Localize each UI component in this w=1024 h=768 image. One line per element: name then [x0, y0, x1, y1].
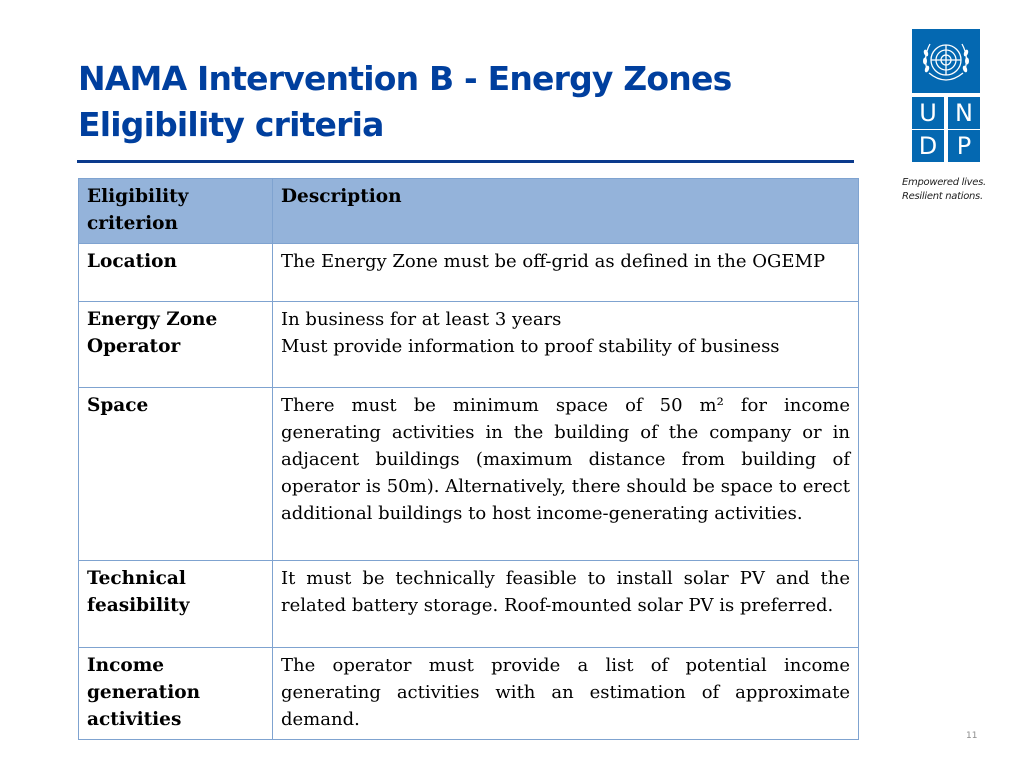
slide-title: [78, 56, 858, 148]
undp-letter-u: U: [912, 97, 944, 129]
table-row: [79, 561, 859, 648]
description-line: Must provide information to proof stability of business: [281, 336, 780, 357]
criterion-cell: Space: [79, 388, 273, 561]
criterion-cell: Income generation activities: [79, 648, 273, 740]
tagline-line-2: Resilient nations.: [902, 191, 983, 202]
undp-letter-d: D: [912, 130, 944, 162]
table-header-row: [79, 179, 859, 244]
page-number: 11: [966, 731, 978, 741]
slide-title-line-2: Eligibility criteria: [78, 105, 384, 144]
description-cell: It must be technically feasible to install solar PV and the related battery storage. Roof-mounted solar PV is preferred.: [273, 561, 859, 648]
criterion-cell: Location: [79, 244, 273, 302]
undp-tagline: [902, 176, 1012, 204]
slide-title-line-1: NAMA Intervention B - Energy Zones: [78, 59, 732, 98]
un-emblem-icon: [912, 29, 980, 93]
eligibility-table: [78, 178, 859, 740]
description-cell: [273, 302, 859, 388]
header-description: Description: [273, 179, 859, 244]
table-row: [79, 388, 859, 561]
tagline-line-1: Empowered lives.: [902, 177, 986, 188]
table-row: [79, 302, 859, 388]
undp-letter-n: N: [948, 97, 980, 129]
undp-letter-p: P: [948, 130, 980, 162]
description-cell: The Energy Zone must be off-grid as defined in the OGEMP: [273, 244, 859, 302]
table-row: [79, 244, 859, 302]
description-line: In business for at least 3 years: [281, 309, 562, 330]
undp-logo: [912, 29, 980, 162]
header-criterion: Eligibility criterion: [79, 179, 273, 244]
title-divider: [77, 160, 854, 163]
description-cell: There must be minimum space of 50 m² for income generating activities in the building of the company or in adjacent buildings (maximum distance from building of operator is 50m). Alternatively, there should be space to erect additional buildings to host income-generating activities.: [273, 388, 859, 561]
criterion-cell: Energy Zone Operator: [79, 302, 273, 388]
description-cell: The operator must provide a list of potential income generating activities with an estimation of approximate demand.: [273, 648, 859, 740]
criterion-cell: Technical feasibility: [79, 561, 273, 648]
table-row: [79, 648, 859, 740]
